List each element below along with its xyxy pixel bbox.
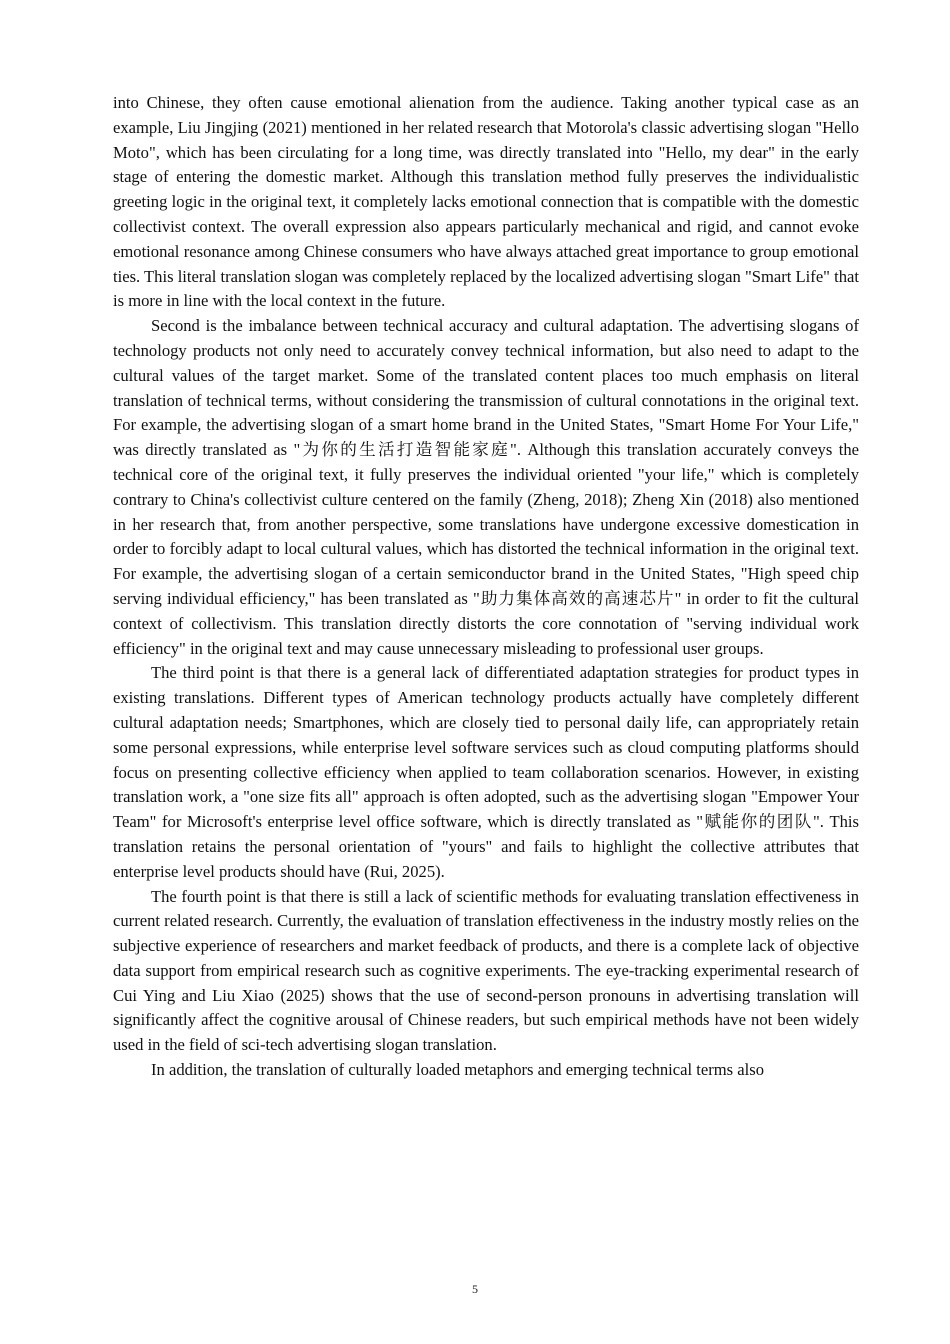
page-number: 5 [472, 1282, 478, 1296]
paragraph-2: Second is the imbalance between technical accuracy and cultural adaptation. The advertising slogans of technology products not only need to accurately convey technical information, but also need to adapt to the cultural values of the target market. Some of the translated content places too much emphasis on literal translation of technical terms, without considering the transmission of cultural connotations in the original text. For example, the advertising slogan of a smart home brand in the United States, "Smart Home For Your Life," was directly translated as "为你的生活打造智能家庭". Although this translation accurately conveys the technical core of the original text, it fully preserves the individual oriented "your life," which is completely contrary to China's collectivist culture centered on the family (Zheng, 2018); Zheng Xin (2018) also mentioned in her research that, from another perspective, some translations have undergone excessive domestication in order to forcibly adapt to local cultural values, which has distorted the technical information in the original text. For example, the advertising slogan of a certain semiconductor brand in the United States, "High speed chip serving individual efficiency," has been translated as "助力集体高效的高速芯片" in order to fit the cultural context of collectivism. This translation directly distorts the core connotation of "serving individual work efficiency" in the original text and may cause unnecessary misleading to professional user groups. [113, 316, 859, 658]
paragraph-5: In addition, the translation of culturally loaded metaphors and emerging technical terms also [151, 1060, 765, 1080]
paragraph-1: into Chinese, they often cause emotional alienation from the audience. Taking another typical case as an example, Liu Jingjing (2021) mentioned in her related research that Motorola's classic advertising slogan "Hello Moto", which has been circulating for a long time, was directly translated into "Hello, my dear" in the early stage of entering the domestic market. Although this translation method fully preserves the individualistic greeting logic in the original text, it completely lacks emotional connection that is compatible with the domestic collectivist context. The overall expression also appears particularly mechanical and rigid, and cannot evoke emotional resonance among Chinese consumers who have always attached great importance to group emotional ties. This literal translation slogan was completely replaced by the localized advertising slogan "Smart Life" that is more in line with the local context in the future. [113, 93, 859, 311]
paragraph-4: The fourth point is that there is still a lack of scientific methods for evaluating translation effectiveness in current related research. Currently, the evaluation of translation effectiveness in the industry mostly relies on the subjective experience of researchers and market feedback of products, and there is a complete lack of objective data support from empirical research such as cognitive experiments. The eye-tracking experimental research of Cui Ying and Liu Xiao (2025) shows that the use of second-person pronouns in advertising translation will significantly affect the cognitive arousal of Chinese readers, but such empirical methods have not been widely used in the field of sci-tech advertising slogan translation. [113, 886, 859, 1055]
paragraph-3: The third point is that there is a general lack of differentiated adaptation strategies for product types in existing translations. Different types of American technology products actually have completely different cultural adaptation needs; Smartphones, which are closely tied to personal daily life, can appropriately retain some personal expressions, while enterprise level software services such as cloud computing platforms should focus on presenting collective efficiency when applied to team collaboration scenarios. However, in existing translation work, a "one size fits all" approach is often adopted, such as the advertising slogan "Empower Your Team" for Microsoft's enterprise level office software, which is directly translated as "赋能你的团队". This translation retains the personal orientation of "yours" and fails to highlight the collective attributes that enterprise level products should have (Rui, 2025). [113, 663, 859, 881]
body-text [113, 91, 859, 1083]
